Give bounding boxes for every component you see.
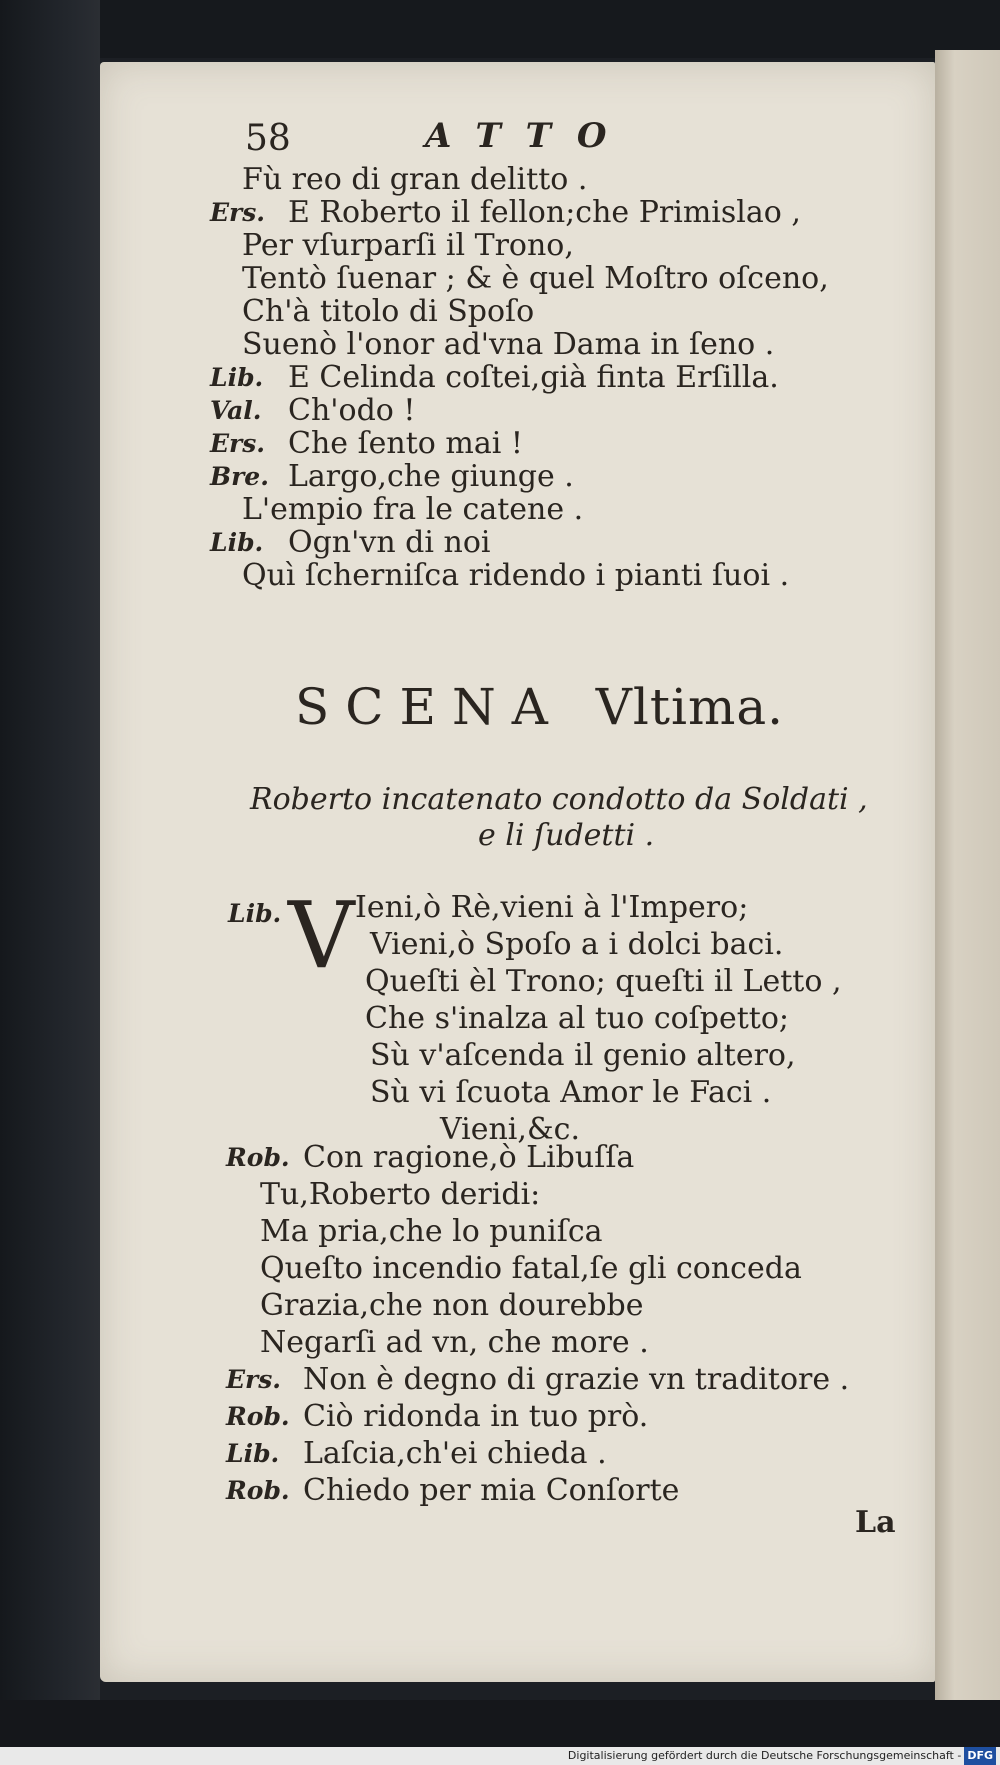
aria-line: Ieni,ò Rè,vieni à l'Impero;: [355, 890, 749, 925]
verse-line: Suenò l'onor ad'vna Dama in ſeno .: [242, 327, 775, 362]
speaker-label: Ers.: [210, 198, 266, 227]
drop-cap: V: [288, 882, 355, 989]
verse-line: Ch'odo !: [288, 393, 416, 428]
scene-title: SCENA: [295, 678, 564, 736]
verse-line: Ogn'vn di noi: [288, 525, 491, 560]
verse-line: L'empio fra le catene .: [242, 492, 584, 527]
footer-text: Digitalisierung gefördert durch die Deutsche Forschungsgemeinschaft -: [567, 1749, 962, 1762]
verse-line: E Celinda coſtei,già finta Erſilla.: [288, 360, 779, 395]
speaker-label: Rob.: [226, 1143, 290, 1172]
verse-line: Queſto incendio fatal,ſe gli conceda: [260, 1251, 802, 1286]
aria-line: Sù vi ſcuota Amor le Faci .: [370, 1075, 772, 1110]
verse-line: Tu,Roberto deridi:: [260, 1177, 541, 1212]
verse-line: Che ſento mai !: [288, 426, 523, 461]
page-number: 58: [245, 118, 291, 159]
verse-line: Per vſurparſi il Trono,: [242, 228, 574, 263]
verse-line: Laſcia,ch'ei chieda .: [303, 1436, 607, 1471]
scene-heading: [295, 678, 784, 736]
aria-line: Queſti èl Trono; queſti il Letto ,: [365, 964, 842, 999]
speaker-label: Rob.: [226, 1476, 290, 1505]
speaker-label: Lib.: [226, 1439, 280, 1468]
aria-line: Vieni,ò Spoſo a i dolci baci.: [370, 927, 784, 962]
speaker-label: Rob.: [226, 1402, 290, 1431]
verse-line: Grazia,che non dourebbe: [260, 1288, 644, 1323]
verse-line: Ch'à titolo di Spoſo: [242, 294, 535, 329]
scene-subtitle: Vltima.: [595, 678, 785, 736]
speaker-label: Ers.: [226, 1365, 282, 1394]
verse-line: Chiedo per mia Conſorte: [303, 1473, 680, 1508]
verse-line: Negarſi ad vn, che more .: [260, 1325, 649, 1360]
dfg-logo: DFG: [964, 1747, 996, 1765]
scan-background-left: [0, 0, 100, 1765]
stage-direction-line2: e li ſudetti .: [478, 818, 655, 853]
adjacent-page-edge: [935, 50, 1000, 1710]
verse-line: Tentò ſuenar ; & è quel Moſtro oſceno,: [242, 261, 829, 296]
verse-line: Non è degno di grazie vn traditore .: [303, 1362, 850, 1397]
aria-line: Sù v'aſcenda il genio altero,: [370, 1038, 796, 1073]
speaker-label: Lib.: [210, 363, 264, 392]
verse-line: Ciò ridonda in tuo prò.: [303, 1399, 649, 1434]
verse-line: Largo,che giunge .: [288, 459, 574, 494]
speaker-label: Val.: [210, 396, 262, 425]
catchword: La: [855, 1505, 896, 1540]
speaker-label: Lib.: [210, 528, 264, 557]
scan-background-top: [0, 0, 1000, 58]
aria-line: Che s'inalza al tuo coſpetto;: [365, 1001, 790, 1036]
speaker-label: Bre.: [210, 462, 269, 491]
verse-line: Ma pria,che lo puniſca: [260, 1214, 603, 1249]
aria-line: Vieni,&c.: [440, 1112, 580, 1147]
stage-direction-line1: Roberto incatenato condotto da Soldati ,: [250, 782, 868, 817]
verse-line: Fù reo di gran delitto .: [242, 162, 588, 197]
speaker-label: Ers.: [210, 429, 266, 458]
verse-line: Quì ſcherniſca ridendo i pianti ſuoi .: [242, 558, 790, 593]
digitization-footer: [0, 1747, 1000, 1765]
running-head: ATTO: [425, 116, 633, 156]
verse-line: Con ragione,ò Libuſſa: [303, 1140, 635, 1175]
verse-line: E Roberto il fellon;che Primislao ,: [288, 195, 801, 230]
aria-speaker: Lib.: [228, 899, 282, 928]
